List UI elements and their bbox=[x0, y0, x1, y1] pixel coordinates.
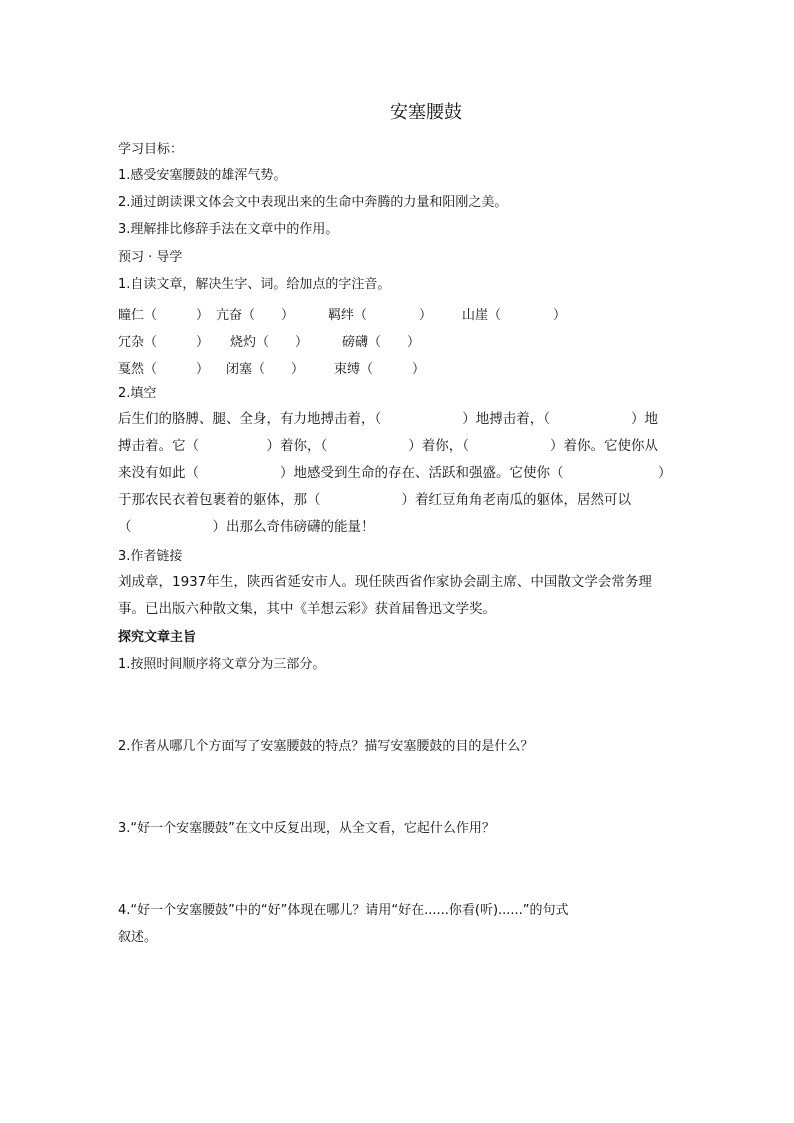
pinyin-item: 烧灼（ ） bbox=[230, 335, 309, 350]
pinyin-item: 闭塞（ ） bbox=[226, 362, 305, 377]
pinyin-item: 亢奋（ ） bbox=[216, 308, 295, 323]
pinyin-item: 山崖（ ） bbox=[462, 308, 567, 323]
fill-paragraph bbox=[118, 406, 678, 541]
pinyin-item: 束缚（ ） bbox=[334, 362, 426, 377]
fill-line: 后生们的胳膊、腿、全身，有力地搏击着，（ ）地搏击着，（ ）地 bbox=[118, 411, 658, 427]
explore-question-1: 1.按照时间顺序将文章分为三部分。 bbox=[118, 657, 326, 672]
pinyin-item: 羁绊（ ） bbox=[328, 308, 433, 323]
fill-line: 于那农民衣着包裹着的躯体，那（ ）着红豆角角老南瓜的躯体，居然可以 bbox=[118, 492, 631, 508]
goal-3: 3.理解排比修辞手法在文章中的作用。 bbox=[118, 222, 339, 237]
pinyin-item: 瞳仁（ ） bbox=[118, 308, 210, 323]
explore-question-4: 4.“好一个安塞腰鼓”中的“好”体现在哪儿？请用“好在......你看(听)......”的句式 bbox=[118, 903, 569, 918]
author-line: 刘成章，1937年生，陕西省延安市人。现任陕西省作家协会副主席、中国散文学会常务理 bbox=[118, 574, 652, 590]
explore-heading: 探究文章主旨 bbox=[118, 630, 197, 645]
explore-question-4-cont: 叙述。 bbox=[118, 930, 158, 945]
goals-heading: 学习目标： bbox=[118, 142, 184, 157]
goal-1: 1.感受安塞腰鼓的雄浑气势。 bbox=[118, 168, 287, 183]
author-paragraph bbox=[118, 569, 678, 623]
pinyin-item: 冗杂（ ） bbox=[118, 335, 210, 350]
explore-question-3: 3.“好一个安塞腰鼓”在文中反复出现，从全文看，它起什么作用？ bbox=[118, 821, 495, 836]
preview-heading: 预习 · 导学 bbox=[118, 250, 183, 265]
question-1: 1.自读文章，解决生字、词。给加点的字注音。 bbox=[118, 277, 391, 292]
question-3: 3.作者链接 bbox=[118, 549, 183, 564]
goal-2: 2.通过朗读课文体会文中表现出来的生命中奔腾的力量和阳刚之美。 bbox=[118, 195, 508, 210]
question-2: 2.填空 bbox=[118, 386, 157, 401]
explore-question-2: 2.作者从哪几个方面写了安塞腰鼓的特点？描写安塞腰鼓的目的是什么？ bbox=[118, 739, 534, 754]
fill-line: 来没有如此（ ）地感受到生命的存在、活跃和强盛。它使你（ ） bbox=[118, 465, 672, 481]
author-line: 事。已出版六种散文集，其中《羊想云彩》获首届鲁迅文学奖。 bbox=[118, 601, 496, 617]
fill-line: 搏击着。它（ ）着你，（ ）着你，（ ）着你。它使你从 bbox=[118, 438, 658, 454]
pinyin-item: 磅礴（ ） bbox=[342, 335, 421, 350]
fill-line: （ ）出那么奇伟磅礴的能量！ bbox=[118, 519, 375, 535]
pinyin-item: 戛然（ ） bbox=[118, 362, 210, 377]
page-title: 安塞腰鼓 bbox=[390, 102, 462, 123]
